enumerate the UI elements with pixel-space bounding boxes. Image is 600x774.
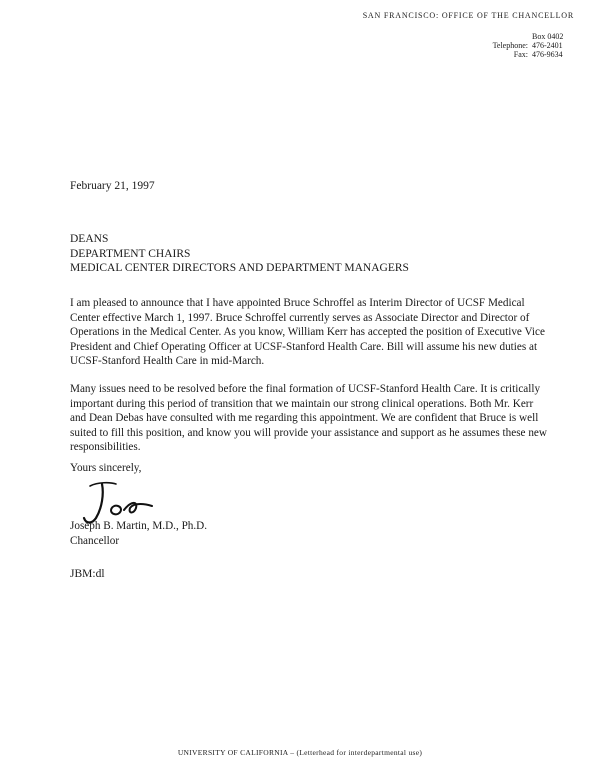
- contact-row-telephone: [493, 41, 574, 50]
- typist-initials: JBM:dl: [70, 568, 105, 580]
- signer-title: Chancellor: [70, 534, 120, 547]
- recipient-line: DEPARTMENT CHAIRS: [70, 247, 191, 260]
- letterhead-office: SAN FRANCISCO: OFFICE OF THE CHANCELLOR: [362, 11, 574, 20]
- contact-row-fax: [493, 50, 574, 59]
- body-paragraph-2: Many issues need to be resolved before the final formation of UCSF-Stanford Health Care. It is critically important during this period of transition that we maintain our strong clinical operations. Both Mr. Kerr and Dean Debas have consulted with me regarding this appointment. We are confident that Bruce is well suited to fill this position, and know you will provide your assistance and support as he assumes these new responsibilities.: [70, 383, 547, 454]
- signer-name: Joseph B. Martin, M.D., Ph.D.: [70, 520, 208, 532]
- contact-row-box: [493, 32, 574, 41]
- body-paragraph-1: I am pleased to announce that I have appointed Bruce Schroffel as Interim Director of UCSF Medical Center effective March 1, 1997. Bruce Schroffel currently serves as Associate Director and Director of Operations in the Medical Center. As you know, William Kerr has accepted the position of Executive Vice President and Chief Operating Officer at UCSF-Stanford Health Care. Bill will assume his new duties at UCSF-Stanford Health Care in mid-March.: [70, 297, 545, 368]
- closing: Yours sincerely,: [70, 462, 142, 474]
- letter-date: February 21, 1997: [70, 180, 155, 192]
- recipients: [70, 232, 409, 276]
- letterhead-contacts: [493, 32, 574, 59]
- contact-label: Telephone:: [492, 41, 528, 50]
- recipient-line: DEANS: [70, 233, 109, 245]
- contact-value: 476-2401: [532, 41, 563, 50]
- signer-block: [70, 519, 207, 548]
- recipient-line: MEDICAL CENTER DIRECTORS AND DEPARTMENT MANAGERS: [70, 262, 409, 274]
- contact-label: Fax:: [513, 50, 528, 59]
- letterhead-footer: UNIVERSITY OF CALIFORNIA – (Letterhead for interdepartmental use): [177, 748, 423, 757]
- contact-value: Box 0402: [532, 32, 564, 41]
- contact-value: 476-9634: [532, 50, 563, 59]
